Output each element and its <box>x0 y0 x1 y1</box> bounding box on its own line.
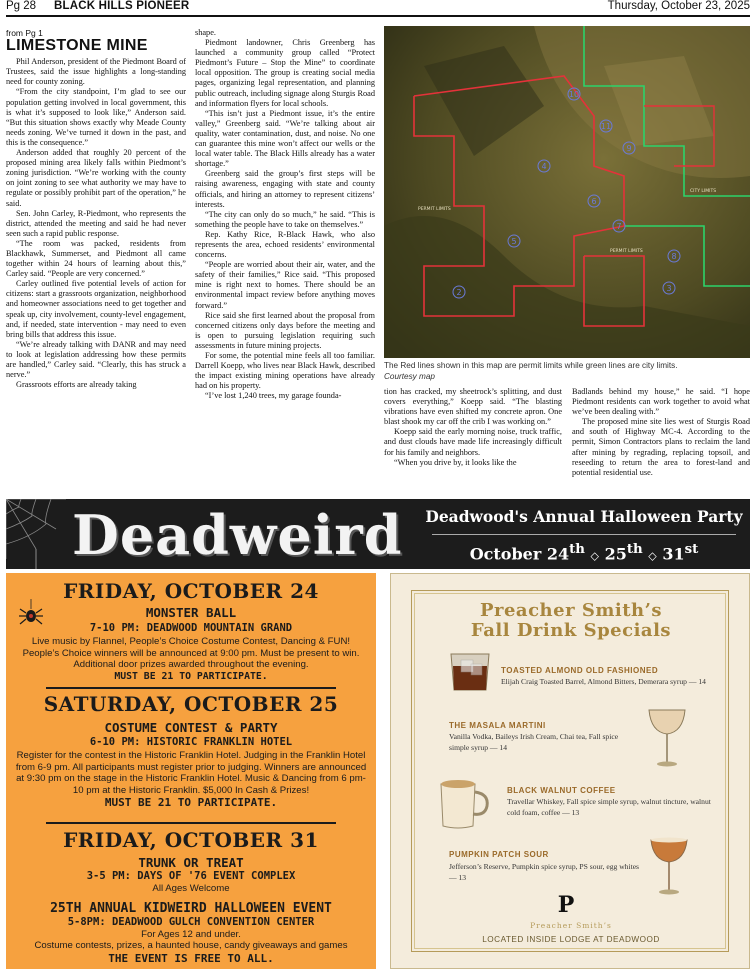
coffee-mug-icon <box>433 776 491 832</box>
drink-specials-ad <box>390 573 750 969</box>
article-column-1 <box>6 28 186 498</box>
event-name: 25TH ANNUAL KIDWEIRD HALLOWEEN EVENT <box>50 900 332 916</box>
map-credit: Courtesy map <box>384 371 435 381</box>
brand-name: Preacher Smith’s <box>530 921 612 930</box>
paragraph: Carley outlined five potential levels of action for citizens: start a grassroots organization, neighborhood and homeowner associations need to get together and speak up, city involvement, county-level engagement, and, if needed, state intervention - may need to even bring bills that address this issue. <box>6 279 186 339</box>
day-heading: FRIDAY, OCTOBER 31 <box>63 828 319 852</box>
martini-glass-icon <box>645 704 689 768</box>
paragraph: Piedmont landowner, Chris Greenberg has launched a community group called “Protect Piedmont’s Future – Stop the Mine” to coordinate local opposition. The group is creating social media pages, organizing legal representation, and planning public outreach, including signage along Sturgis Road and information flyers for local schools. <box>195 38 375 108</box>
banner-dates <box>418 541 750 563</box>
drink-description: Elijah Craig Toasted Barrel, Almond Bitters, Demerara syrup — 14 <box>501 677 706 686</box>
saturday-25-section <box>6 692 376 809</box>
article-column-2 <box>195 28 375 498</box>
plot-number: 10 <box>568 90 580 99</box>
banner-right-panel <box>418 499 750 569</box>
publication-name: BLACK HILLS PIONEER <box>54 0 190 12</box>
paragraph: For some, the potential mine feels all too familiar. Darrell Koepp, who lives near Black Hawk, described the impact existing mining operations have already had on his property. <box>195 351 375 391</box>
plot-number: 2 <box>456 288 462 297</box>
paragraph: shape. <box>195 28 216 37</box>
event-description: Live music by Flannel, People’s Choice Costume Contest, Dancing & FUN! People’s Choice winners will be announced at 9:00 pm. Must be present to win. Additional door prizes awarded throughout the evening. <box>22 636 360 671</box>
event-venue: 7-10 PM: DEADWOOD MOUNTAIN GRAND <box>89 622 293 634</box>
folio-bar <box>6 0 750 16</box>
friday-24-section <box>6 579 376 683</box>
drink-name: PUMPKIN PATCH SOUR <box>449 850 549 859</box>
paragraph: Sen. John Carley, R-Piedmont, who represents the district, attended the meeting and said he had never seen such a rapid public response. <box>6 208 186 238</box>
date-3: 31 <box>662 544 685 564</box>
location-line: LOCATED INSIDE LODGE AT DEADWOOD <box>482 935 660 944</box>
permit-map-image <box>384 26 750 358</box>
plot-number: 9 <box>626 144 632 153</box>
age-requirement: MUST BE 21 TO PARTICIPATE. <box>104 796 278 810</box>
plot-number: 7 <box>616 222 622 231</box>
plot-number: 3 <box>666 284 672 293</box>
paragraph: Koepp said the early morning noise, truck traffic, and dust clouds have made life increasingly difficult for his family and neighbors. <box>384 427 562 457</box>
map-caption-block <box>384 361 750 382</box>
article-column-3 <box>384 387 562 497</box>
event-name: COSTUME CONTEST & PARTY <box>104 720 278 735</box>
day-heading: SATURDAY, OCTOBER 25 <box>43 692 339 716</box>
spiderweb-icon <box>6 499 76 569</box>
old-fashioned-glass-icon <box>447 650 493 692</box>
section-divider <box>46 687 336 689</box>
article-column-4 <box>572 387 750 497</box>
date-1: October 24 <box>469 544 570 564</box>
date-1-suffix: th <box>569 541 585 557</box>
paragraph: Phil Anderson, president of the Piedmont Board of Trustees, said the issue highlights a long-standing need for county zoning. <box>6 57 186 87</box>
drink-description: Vanilla Vodka, Baileys Irish Cream, Chai tea, Fall spice simple syrup — 14 <box>449 732 619 752</box>
paragraph: “This isn’t just a Piedmont issue, it’s the entire valley,” Greenberg said. “We’re talking about air quality, water contamination, dust, and noise. No one can guarantee this mine won’t affect our wells or the local water table. The Black Hills already has a water shortage.” <box>195 108 375 169</box>
article-headline: LIMESTONE MINE <box>6 37 148 55</box>
paragraph: Anderson added that roughly 20 percent of the proposed mining area likely falls within Piedmont’s zoning jurisdiction. “We’re working with the county on joint zoning to see what authority we may have to regulate or possibly prohibit part of the operation,” he said. <box>6 148 186 208</box>
event-venue: 3-5 PM: DAYS OF '76 EVENT COMPLEX <box>86 870 296 882</box>
drink-name: BLACK WALNUT COFFEE <box>507 786 616 795</box>
paragraph: “We’re already talking with DANR and may need to look at legislation addressing how these permits are handled,” Carley said. “Clearly, this has struck a nerve.” <box>6 339 186 380</box>
issue-date: Thursday, October 23, 2025 <box>607 0 750 12</box>
date-2-suffix: th <box>626 541 643 557</box>
paragraph: “From the city standpoint, I’m glad to see our population getting involved in local government, this is what it’s supposed to look like,” Anderson said. “But this situation shows exactly why Meade County needs zoning. We’ve turned it down in the past, and this is the consequence.” <box>6 87 186 147</box>
section-divider <box>46 822 336 824</box>
paragraph: “When you drive by, it looks like the <box>394 457 517 467</box>
plot-number: 8 <box>671 252 677 261</box>
event-description: All Ages Welcome <box>152 883 230 894</box>
drink-description: Travellar Whiskey, Fall spice simple syrup, walnut tincture, walnut cold foam, coffee — 13 <box>507 797 711 817</box>
free-event-note: THE EVENT IS FREE TO ALL. <box>108 951 274 965</box>
paragraph: “People are worried about their air, water, and the safety of their families,” Rice said. “This proposed mine is right next to homes. There should be an environmental impact review before anything moves forward.” <box>195 260 375 310</box>
events-schedule <box>6 573 376 969</box>
banner-divider <box>432 534 736 535</box>
paragraph: “The city can only do so much,” he said. “This is something the people have to take on themselves.” <box>195 209 375 229</box>
event-venue: 6-10 PM: HISTORIC FRANKLIN HOTEL <box>89 736 293 748</box>
plot-number: 11 <box>600 122 612 131</box>
diamond-separator-icon: ◇ <box>648 549 657 563</box>
paragraph: Rep. Kathy Rice, R-Black Hawk, who also represents the area, echoed residents’ environmental concerns. <box>195 229 375 260</box>
jump-line: from Pg 1 <box>6 28 43 38</box>
diamond-separator-icon: ◇ <box>590 549 599 563</box>
paragraph: Grassroots efforts are already taking <box>16 380 137 390</box>
event-description: Register for the contest in the Historic Franklin Hotel. Judging in the Franklin Hotel from 6-9 pm. All participants must register prior to judging. Winners are announced at 9:30 pm on the stage in the Historic Franklin Hotel. Music & Dancing from 6 pm-10 pm at the Historic Franklin. $5,000 In Cash & Prizes! <box>15 750 367 796</box>
paragraph: Rice said she first learned about the proposal from concerned citizens only days before the meeting and is open to pursuing legislation requiring such assessments in future mining projects. <box>195 310 375 350</box>
event-description: Costume contests, prizes, a haunted house, candy giveaways and games <box>34 940 348 952</box>
banner-subtitle: Deadwood's Annual Halloween Party <box>425 507 743 526</box>
page-number: Pg 28 <box>6 0 37 12</box>
plot-number: 5 <box>511 237 517 246</box>
coupe-glass-icon <box>647 832 691 896</box>
drinks-heading-line-1: Preacher Smith’s <box>479 600 663 621</box>
drink-name: TOASTED ALMOND OLD FASHIONED <box>501 666 659 675</box>
map-label: PERMIT LIMITS <box>418 207 451 212</box>
preacher-smiths-logo: P <box>557 892 575 918</box>
banner-title: Deadweird <box>72 503 403 567</box>
paragraph: Greenberg said the group’s first steps will be raising awareness, engaging with state and county officials, and hiring an attorney to represent citizens’ interests. <box>195 169 375 209</box>
date-3-suffix: st <box>684 541 699 557</box>
map-label: PERMIT LIMITS <box>610 249 643 254</box>
deadweird-banner <box>6 499 750 569</box>
paragraph: “The room was packed, residents from Blackhawk, Summerset, and Piedmont all came together within 24 hours of learning about this,” Carley said. “People are very concerned.” <box>6 238 186 279</box>
map-graphic <box>384 26 750 358</box>
paragraph: “I’ve lost 1,240 trees, my garage founda- <box>205 391 342 401</box>
paragraph: tion has cracked, my sheetrock’s splitting, and dust covers everything,” Koepp said. “The blasting vibrations have even shifted my concrete apron. One blast shook my car off the crib I was working on.” <box>384 387 562 427</box>
date-2: 25 <box>604 544 627 564</box>
event-venue: 5-8PM: DEADWOOD GULCH CONVENTION CENTER <box>67 915 315 928</box>
age-requirement: MUST BE 21 TO PARTICIPATE. <box>114 670 268 682</box>
event-name: TRUNK OR TREAT <box>138 855 244 870</box>
drink-name: THE MASALA MARTINI <box>449 721 546 730</box>
folio-rule <box>6 15 750 17</box>
plot-number: 4 <box>541 162 547 171</box>
paragraph: Badlands behind my house,” he said. “I hope Piedmont residents can work together to avoid what we’ve been dealing with.” <box>572 387 750 417</box>
event-name: MONSTER BALL <box>145 605 237 620</box>
day-heading: FRIDAY, OCTOBER 24 <box>63 579 319 603</box>
map-label: CITY LIMITS <box>690 189 717 194</box>
event-description: For Ages 12 and under. <box>141 928 241 940</box>
plot-number: 6 <box>591 197 597 206</box>
paragraph: The proposed mine site lies west of Sturgis Road and south of Highway MC-4. According to the permit, Simon Contractors plans to reclaim the land after mining by regrading, replacing topsoil, and reseeding to return the area to forest-land and potential residential use. <box>572 417 750 477</box>
friday-31-section <box>6 828 376 965</box>
drink-description: Jefferson’s Reserve, Pumpkin spice syrup, PS sour, egg whites — 13 <box>449 862 640 882</box>
drinks-heading-line-2: Fall Drink Specials <box>470 620 672 641</box>
map-caption: The Red lines shown in this map are permit limits while green lines are city limits. <box>384 361 678 370</box>
